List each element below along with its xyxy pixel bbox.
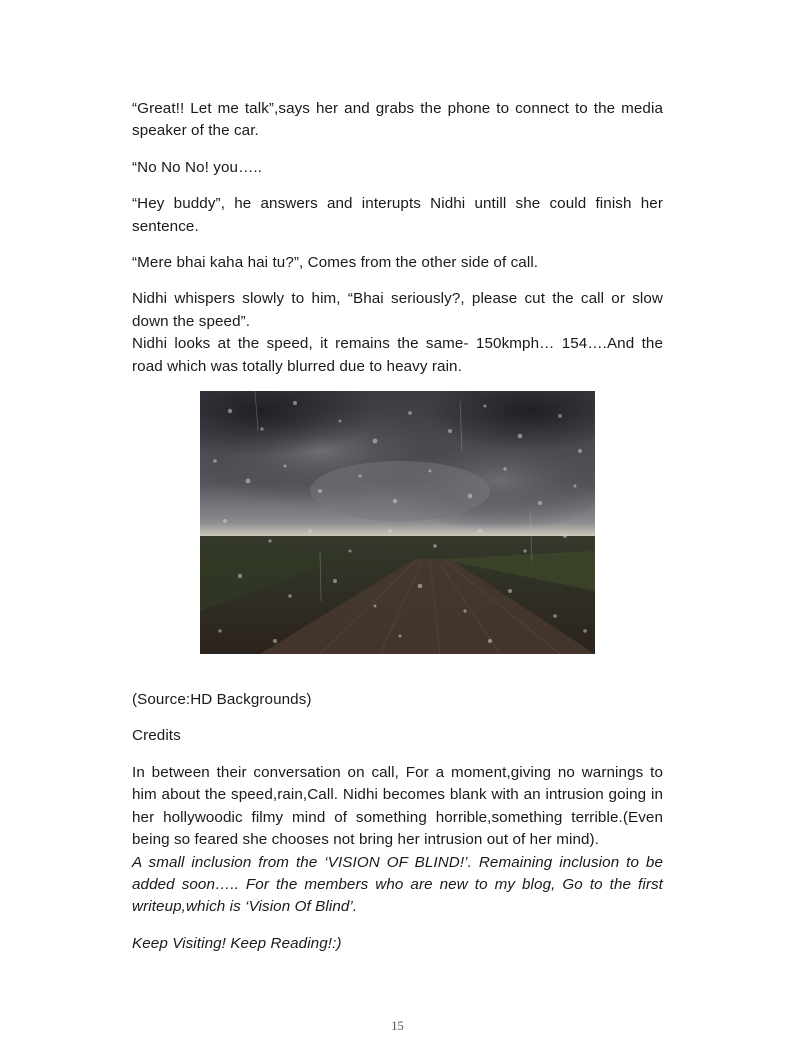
paragraph-8	[132, 852, 663, 919]
rainy-windshield-photo-icon	[200, 391, 595, 654]
paragraph-6: Nidhi looks at the speed, it remains the same- 150kmph… 154….And the road which was totally blurred due to heavy rain.	[132, 335, 663, 375]
page-number: 15	[391, 1019, 404, 1033]
rain-road-photo	[200, 391, 595, 654]
paragraph-3: “Hey buddy”, he answers and interupts Nidhi untill she could finish her sentence.	[132, 195, 663, 235]
image-source-caption: (Source:HD Backgrounds)	[132, 691, 312, 709]
document-body	[132, 98, 663, 955]
paragraph-5: Nidhi whispers slowly to him, “Bhai seriously?, please cut the call or slow down the speed”.	[132, 290, 663, 330]
inclusion-note: A small inclusion from the ‘VISION OF BLIND!’. Remaining inclusion to be added soon….. For the members who are new to my blog, Go to the first writeup,which is ‘Vision Of Blind’.	[132, 853, 663, 916]
credits-label: Credits	[132, 727, 181, 745]
paragraph-2: “No No No! you…..	[132, 158, 262, 176]
paragraph-1: “Great!! Let me talk”,says her and grabs the phone to connect to the media speaker of the car.	[132, 100, 663, 140]
closing-note: Keep Visiting! Keep Reading!:)	[132, 934, 342, 952]
paragraph-9	[132, 933, 663, 955]
paragraph-7: In between their conversation on call, For a moment,giving no warnings to him about the speed,rain,Call. Nidhi becomes blank with an intrusion going in her hollywoodic filmy mind of something horrible,something terrible.(Even being so feared she chooses not bring her intrusion out of her mind).	[132, 763, 663, 849]
paragraph-4: “Mere bhai kaha hai tu?”, Comes from the other side of call.	[132, 254, 539, 272]
